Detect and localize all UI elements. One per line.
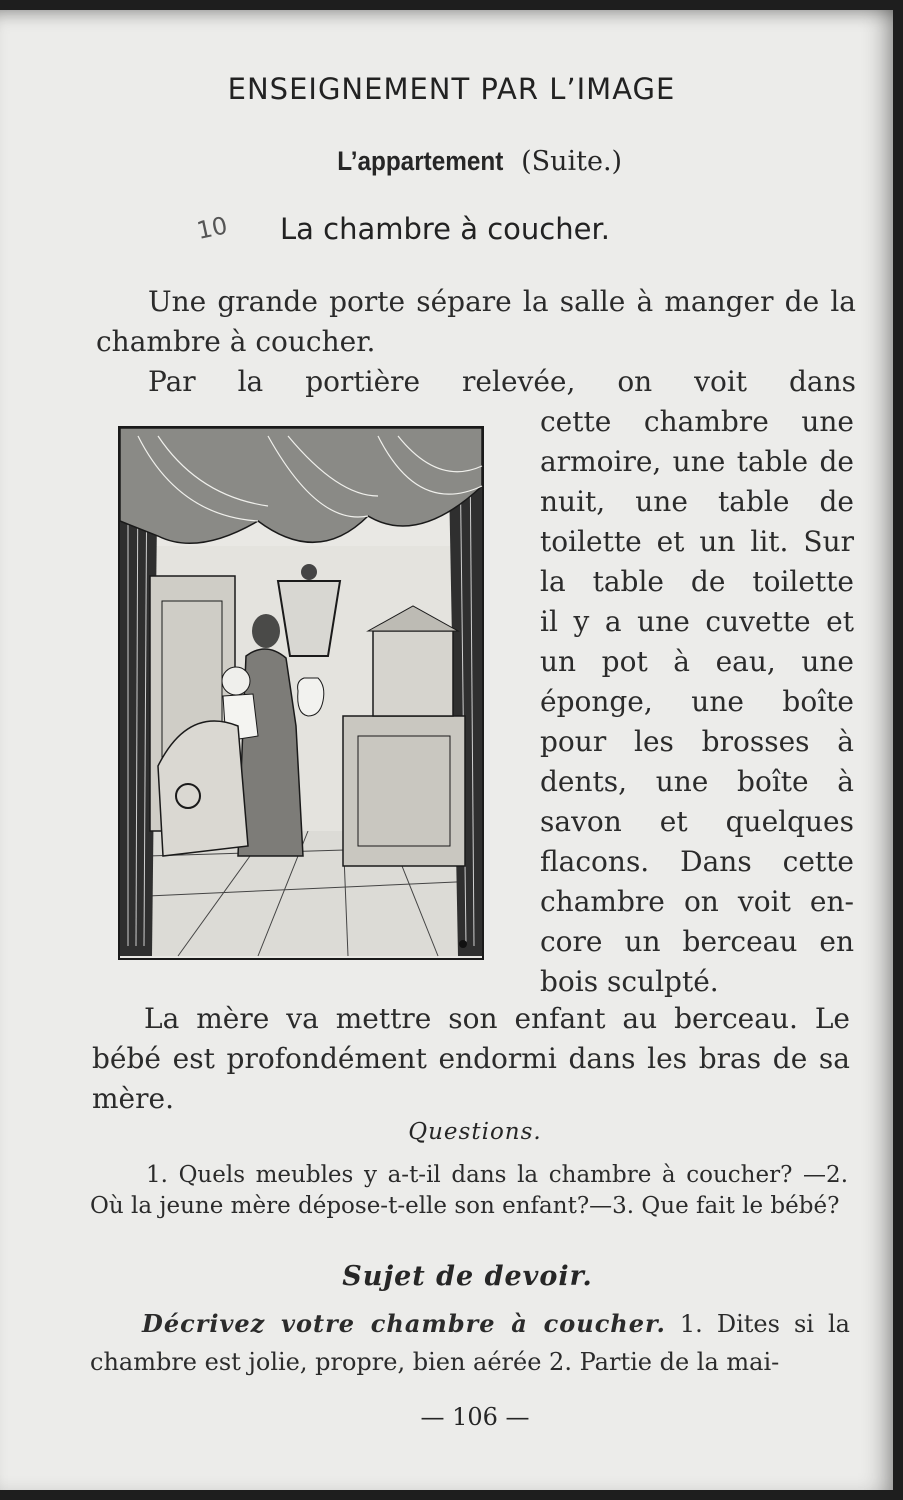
text-line: bois sculpté.: [540, 965, 719, 998]
text-line: savon et quelques: [540, 805, 854, 838]
text-line: toilette et un lit. Sur: [540, 525, 854, 558]
paragraph-1: [96, 282, 856, 362]
text-line: cette chambre une: [540, 405, 854, 438]
bedroom-engraving: [118, 426, 484, 960]
questions-heading: Questions.: [408, 1119, 542, 1145]
text-line: armoire, une table de: [540, 445, 854, 478]
paragraph-1-text: Une grande porte sépare la salle à manger de la chambre à coucher.: [96, 285, 856, 358]
handwritten-margin-mark: 10: [194, 211, 230, 245]
text-line: dents, une boîte à: [540, 765, 854, 798]
devoir-text-body: 1. Dites si la chambre est jolie, propre, bien aérée 2. Partie de la mai-: [90, 1310, 850, 1376]
series-title: ENSEIGNEMENT PAR L’IMAGE: [227, 72, 676, 106]
lesson-title-main: L’appartement: [337, 146, 504, 176]
book-page: [0, 10, 893, 1490]
page-number: — 106 —: [420, 1403, 530, 1431]
devoir-text: [90, 1305, 850, 1381]
text-line: la table de toilette: [540, 565, 854, 598]
paragraph-3-text: La mère va mettre son enfant au berceau. Le bébé est profondément endormi dans les bras de sa mère.: [92, 1002, 850, 1115]
text-line: pour les brosses à: [540, 725, 854, 758]
paragraph-3: [92, 999, 850, 1119]
questions-text-body: 1. Quels meubles y a-t-il dans la chambre à coucher? —2. Où la jeune mère dépose-t-elle son enfant?—3. Que fait le bébé?: [90, 1162, 848, 1219]
questions-text: [90, 1160, 848, 1222]
text-line: éponge, une boîte: [540, 685, 854, 718]
devoir-heading: Sujet de devoir.: [342, 1261, 593, 1292]
lesson-title: [0, 146, 903, 177]
text-line: flacons. Dans cette: [540, 845, 854, 878]
section-title: La chambre à coucher.: [280, 212, 610, 246]
devoir-emphasis: Décrivez votre chambre à coucher.: [142, 1309, 666, 1338]
text-line: un pot à eau, une: [540, 645, 854, 678]
text-line: chambre on voit en-: [540, 885, 854, 918]
lesson-title-suffix: (Suite.): [521, 146, 623, 177]
text-line: nuit, une table de: [540, 485, 854, 518]
paragraph-2-first-line: Par la portière relevée, on voit dans: [148, 365, 856, 398]
text-line: core un berceau en: [540, 925, 854, 958]
paragraph-2-column: [540, 402, 854, 1002]
text-line: il y a une cuvette et: [540, 605, 854, 638]
